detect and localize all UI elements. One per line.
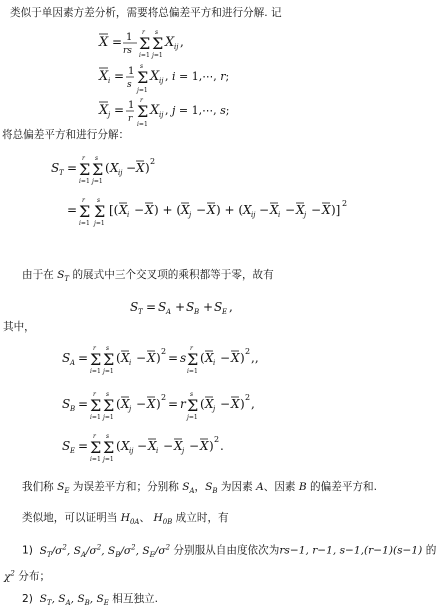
svg-text:X: X — [165, 35, 175, 50]
svg-text:j: j — [108, 111, 111, 119]
svg-text:Σ: Σ — [79, 202, 91, 221]
svg-text:s: s — [97, 197, 101, 204]
svg-text:=: = — [114, 69, 125, 83]
svg-text:i: i — [127, 211, 130, 219]
svg-text:X: X — [110, 161, 119, 175]
svg-text:j: j — [304, 211, 307, 219]
svg-text:A: A — [70, 359, 76, 367]
svg-text:X: X — [147, 397, 156, 411]
svg-text:i=1: i=1 — [90, 368, 101, 375]
svg-text:) + (: ) + ( — [216, 203, 244, 217]
svg-text:=: = — [78, 397, 89, 411]
svg-text:T: T — [138, 308, 143, 316]
paragraph-chi-square: $\chi^2$ 分布； — [4, 569, 51, 583]
svg-text:X: X — [99, 69, 109, 84]
svg-text:X: X — [296, 203, 305, 217]
svg-text:X: X — [148, 439, 157, 453]
svg-text:−: − — [220, 397, 231, 411]
svg-text:=: = — [168, 397, 179, 411]
svg-text:) + (: ) + ( — [154, 203, 182, 217]
formula-sa-def — [60, 342, 300, 378]
svg-text:s: s — [190, 391, 194, 398]
svg-text:ij: ij — [159, 111, 164, 119]
svg-text:s: s — [106, 391, 110, 398]
svg-text:i=1: i=1 — [187, 368, 198, 375]
formula-st-def — [45, 150, 185, 188]
svg-text:i: i — [156, 447, 159, 455]
svg-text:s: s — [106, 433, 110, 440]
svg-text:j=1: j=1 — [103, 456, 114, 463]
svg-text:X: X — [200, 439, 209, 453]
svg-text:s: s — [140, 63, 144, 70]
svg-text:j=1: j=1 — [103, 414, 114, 421]
svg-text:j: j — [182, 447, 185, 455]
svg-text:): ) — [156, 397, 161, 411]
cross-terms-text-a: 由于在 — [22, 269, 54, 281]
paragraph-intro: 类似于单因素方差分析，需要将总偏差平方和进行分解. 记 — [10, 7, 282, 19]
svg-text:(: ( — [200, 397, 205, 411]
svg-text:T: T — [59, 169, 64, 177]
svg-text:Σ: Σ — [139, 34, 151, 53]
svg-text:2: 2 — [245, 393, 251, 402]
paragraph-item-2: 2) $S_T$, $S_A$, $S_B$, $S_E$ 相互独立. — [22, 593, 159, 608]
svg-text:B: B — [194, 308, 200, 316]
svg-text:rs: rs — [123, 46, 132, 56]
svg-text:i: i — [213, 359, 216, 367]
svg-text:X: X — [322, 203, 331, 217]
svg-text:−: − — [285, 203, 296, 217]
svg-text:,: , — [229, 300, 233, 314]
svg-text:r: r — [82, 197, 85, 204]
svg-text:2: 2 — [150, 157, 156, 166]
svg-text:j=1: j=1 — [137, 87, 148, 94]
svg-text:=: = — [67, 203, 78, 217]
svg-text:A: A — [166, 308, 172, 316]
svg-text:(: ( — [116, 351, 121, 365]
formula-xbar-i — [95, 62, 255, 96]
svg-text:, j = 1,⋯, s;: , j = 1,⋯, s; — [165, 104, 230, 117]
svg-text:(: ( — [200, 351, 205, 365]
svg-text:j: j — [213, 405, 216, 413]
svg-text:S: S — [214, 300, 223, 314]
svg-text:Σ: Σ — [187, 396, 199, 415]
svg-text:1: 1 — [128, 66, 135, 77]
paragraph-naming: 我们称 $S_E$ 为误差平方和；分别称 $S_A$，$S_B$ 为因素 A、因素 B 的偏差平方和. — [22, 481, 377, 496]
svg-text:X: X — [205, 397, 214, 411]
svg-text:X: X — [174, 439, 183, 453]
svg-text:Σ: Σ — [94, 202, 106, 221]
svg-text:−: − — [259, 203, 270, 217]
svg-text:2: 2 — [161, 393, 167, 402]
naming-text-a: 我们称 — [22, 481, 54, 493]
svg-text:−: − — [136, 351, 147, 365]
svg-text:i: i — [129, 359, 132, 367]
svg-text:=: = — [168, 351, 179, 365]
paragraph-similarly: 类似地，可以证明当 $H_{0A}$、 $H_{0B}$ 成立时，有 — [22, 512, 229, 527]
svg-text:i=1: i=1 — [90, 456, 101, 463]
svg-text:B: B — [70, 405, 76, 413]
naming-text-b: 为误差平方和；分别称 — [72, 481, 179, 493]
svg-text:X: X — [99, 35, 109, 50]
svg-text:,: , — [180, 35, 184, 49]
svg-text:,: , — [251, 397, 255, 411]
svg-text:Σ: Σ — [137, 68, 149, 87]
svg-text:X: X — [119, 203, 128, 217]
svg-text:j: j — [129, 405, 132, 413]
svg-text:j=1: j=1 — [94, 220, 105, 227]
svg-text:S: S — [130, 300, 139, 314]
svg-text:,,: ,, — [251, 351, 259, 365]
svg-text:X: X — [207, 203, 216, 217]
svg-text:ij: ij — [129, 447, 134, 455]
svg-text:): ) — [145, 161, 150, 175]
svg-text:s: s — [180, 351, 187, 365]
svg-text:i: i — [278, 211, 281, 219]
svg-text:r: r — [190, 345, 193, 352]
naming-text-e: 的偏差平方和. — [310, 481, 377, 493]
svg-text:(: ( — [105, 161, 110, 175]
svg-text:): ) — [240, 397, 245, 411]
item-2-number: 2) — [22, 593, 33, 605]
item-2-text: 相互独立. — [112, 593, 159, 605]
svg-text:X: X — [147, 351, 156, 365]
svg-text:X: X — [231, 397, 240, 411]
svg-text:r: r — [82, 155, 85, 162]
svg-text:S: S — [62, 351, 71, 365]
similarly-text-a: 类似地，可以证明当 — [22, 512, 118, 524]
cross-terms-text-b: 的展式中三个交叉项的乘积都等于零，故有 — [72, 269, 274, 281]
svg-text:i=1: i=1 — [139, 52, 150, 59]
svg-text:Σ: Σ — [103, 350, 115, 369]
svg-text:Σ: Σ — [79, 160, 91, 179]
svg-text:−: − — [136, 397, 147, 411]
svg-text:X: X — [231, 351, 240, 365]
svg-text:r: r — [142, 29, 145, 36]
svg-text:Σ: Σ — [103, 438, 115, 457]
svg-text:, i = 1,⋯, r;: , i = 1,⋯, r; — [165, 70, 230, 83]
svg-text:Σ: Σ — [90, 438, 102, 457]
item-1-text: 分别服从自由度依次为 — [173, 544, 280, 557]
svg-text:1: 1 — [126, 32, 133, 43]
paragraph-where: 其中， — [3, 321, 35, 333]
svg-text:−: − — [163, 439, 174, 453]
chi-square-text: 分布； — [18, 570, 51, 583]
svg-text:X: X — [121, 397, 130, 411]
formula-xbar — [95, 24, 215, 62]
svg-text:−: − — [134, 203, 145, 217]
svg-text:r: r — [128, 114, 133, 124]
similarly-text-b: 成立时，有 — [175, 512, 229, 524]
svg-text:Σ: Σ — [137, 102, 149, 121]
svg-text:X: X — [181, 203, 190, 217]
svg-text:S: S — [158, 300, 167, 314]
svg-text:i: i — [108, 77, 111, 85]
svg-text:=: = — [146, 300, 157, 314]
svg-text:E: E — [222, 308, 228, 316]
naming-text-c: 为因素 — [220, 481, 253, 493]
svg-text:): ) — [209, 439, 214, 453]
svg-text:s: s — [106, 345, 110, 352]
svg-text:i=1: i=1 — [79, 220, 90, 227]
svg-text:s: s — [95, 155, 99, 162]
svg-text:ij: ij — [174, 43, 179, 51]
svg-text:S: S — [186, 300, 195, 314]
svg-text:Σ: Σ — [92, 160, 104, 179]
svg-text:ij: ij — [118, 169, 123, 177]
formula-st-expand — [45, 192, 375, 232]
svg-text:X: X — [136, 161, 145, 175]
svg-text:2: 2 — [161, 347, 167, 356]
svg-text:X: X — [121, 439, 130, 453]
svg-text:=: = — [112, 35, 123, 49]
svg-text:r: r — [93, 345, 96, 352]
svg-text:j=1: j=1 — [152, 52, 163, 59]
svg-text:Σ: Σ — [90, 396, 102, 415]
formula-sb-def — [60, 388, 300, 424]
svg-text:X: X — [121, 351, 130, 365]
svg-text:Σ: Σ — [103, 396, 115, 415]
svg-text:=: = — [114, 103, 125, 117]
svg-text:X: X — [150, 103, 160, 118]
svg-text:−: − — [137, 439, 148, 453]
svg-text:−: − — [126, 161, 137, 175]
svg-text:1: 1 — [128, 100, 135, 111]
formula-xbar-j — [95, 96, 265, 130]
svg-text:S: S — [51, 161, 60, 175]
svg-text:=: = — [67, 161, 78, 175]
svg-text:−: − — [189, 439, 200, 453]
svg-text:i=1: i=1 — [137, 121, 148, 128]
svg-text:s: s — [155, 29, 159, 36]
svg-text:X: X — [205, 351, 214, 365]
svg-text:2: 2 — [214, 435, 220, 444]
svg-text:−: − — [220, 351, 231, 365]
svg-text:): ) — [240, 351, 245, 365]
svg-text:)]: )] — [331, 203, 341, 217]
svg-text:S: S — [62, 397, 71, 411]
svg-text:−: − — [311, 203, 322, 217]
svg-text:=: = — [78, 351, 89, 365]
svg-text:r: r — [93, 433, 96, 440]
svg-text:+: + — [203, 300, 214, 314]
svg-text:Σ: Σ — [90, 350, 102, 369]
svg-text:Σ: Σ — [152, 34, 164, 53]
svg-text:j: j — [189, 211, 192, 219]
item-1-text-end: 的 — [425, 544, 436, 557]
svg-text:j=1: j=1 — [103, 368, 114, 375]
formula-se-def — [60, 430, 300, 466]
svg-text:S: S — [62, 439, 71, 453]
formula-st-decomp — [128, 296, 268, 318]
svg-text:[(: [( — [109, 203, 119, 217]
svg-text:ij: ij — [251, 211, 256, 219]
item-1-number: 1) — [22, 544, 33, 557]
svg-text:X: X — [270, 203, 279, 217]
svg-text:=: = — [78, 439, 89, 453]
svg-text:ij: ij — [159, 77, 164, 85]
svg-text:s: s — [127, 80, 132, 90]
svg-text:.: . — [220, 439, 224, 453]
svg-text:2: 2 — [245, 347, 251, 356]
svg-text:Σ: Σ — [187, 350, 199, 369]
svg-text:j=1: j=1 — [187, 414, 198, 421]
naming-text-d: 、因素 — [263, 481, 296, 493]
svg-text:j=1: j=1 — [92, 178, 103, 185]
svg-text:i=1: i=1 — [90, 414, 101, 421]
svg-text:X: X — [145, 203, 154, 217]
svg-text:r: r — [93, 391, 96, 398]
svg-text:(: ( — [116, 397, 121, 411]
svg-text:): ) — [156, 351, 161, 365]
svg-text:2: 2 — [342, 199, 348, 208]
svg-text:X: X — [243, 203, 252, 217]
svg-text:X: X — [99, 103, 109, 118]
paragraph-decompose: 将总偏差平方和进行分解： — [2, 129, 130, 141]
svg-text:i=1: i=1 — [79, 178, 90, 185]
svg-text:r: r — [180, 397, 186, 411]
svg-text:+: + — [175, 300, 186, 314]
paragraph-cross-terms: 由于在 $S_T$ 的展式中三个交叉项的乘积都等于零，故有 — [22, 269, 274, 284]
svg-text:r: r — [140, 97, 143, 104]
svg-text:−: − — [196, 203, 207, 217]
svg-text:(: ( — [116, 439, 121, 453]
svg-text:E: E — [70, 447, 76, 455]
svg-text:X: X — [150, 69, 160, 84]
paragraph-item-1: 1) $S_T/\sigma^2$, $S_A/\sigma^2$, $S_B/\sigma^2$, $S_E/\sigma^2$ 分别服从自由度依次为rs−1, r−1, s−1,(r−1)(s−1) 的 — [22, 543, 436, 559]
